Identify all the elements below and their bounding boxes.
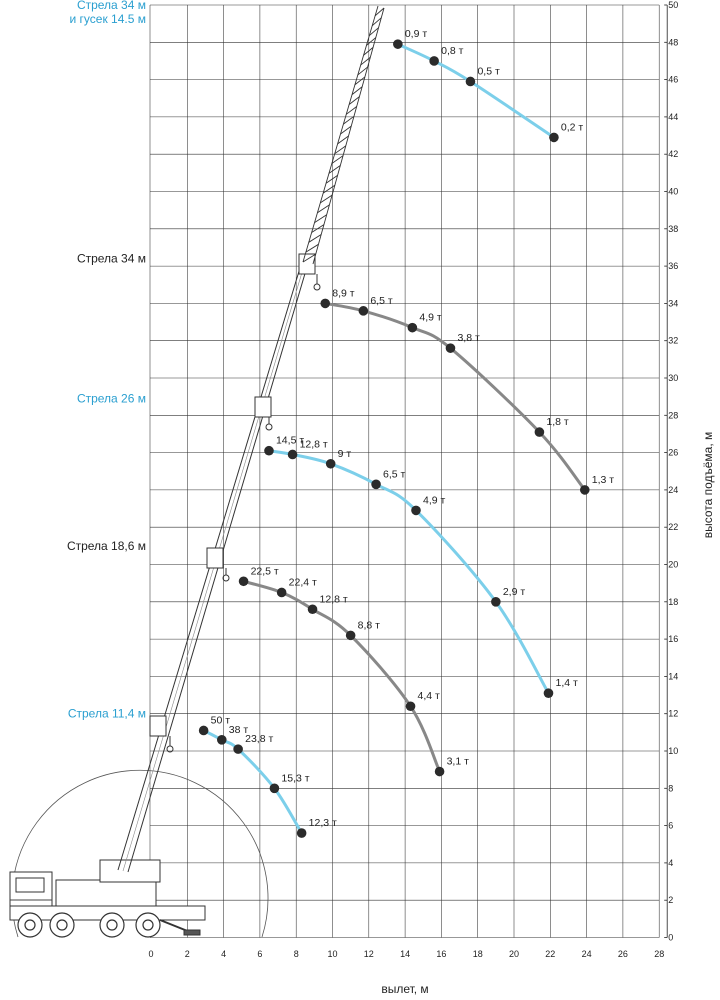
load-point-label: 0,9 т: [404, 28, 428, 41]
y-tick-label: 0: [668, 932, 674, 943]
load-point-label: 12,8 т: [319, 593, 348, 606]
load-point: [535, 427, 545, 437]
boom-labels: [67, 0, 146, 721]
load-point-label: 3,1 т: [446, 755, 469, 768]
crane-illustration: [10, 6, 384, 937]
y-tick-label: 18: [668, 596, 679, 607]
y-tick-label: 14: [668, 671, 679, 682]
load-point-label: 50 т: [210, 714, 231, 727]
x-tick-label: 20: [508, 949, 520, 959]
load-point: [580, 485, 590, 495]
x-tick-label: 10: [327, 949, 338, 959]
y-tick-label: 36: [668, 261, 679, 272]
y-tick-label: 6: [668, 820, 674, 831]
load-point-label: 4,9 т: [422, 494, 446, 507]
y-axis-title: высота подъёма, м: [701, 431, 715, 539]
load-point: [326, 459, 336, 469]
boom-label: Стрела 34 м: [76, 0, 146, 12]
load-point: [408, 323, 418, 333]
y-tick-label: 4: [668, 857, 674, 868]
load-point: [359, 306, 369, 316]
y-tick-label: 44: [668, 111, 679, 122]
x-tick-label: 14: [400, 949, 411, 959]
x-axis-title: вылет, м: [381, 982, 429, 996]
x-tick-label: 6: [257, 949, 263, 959]
load-point-label: 1,4 т: [555, 677, 578, 690]
boom-label: Стрела 34 м: [76, 251, 146, 266]
y-tick-label: 26: [668, 447, 679, 458]
load-point: [544, 688, 554, 698]
load-point: [264, 446, 274, 456]
load-point: [549, 133, 559, 143]
load-point: [411, 506, 421, 516]
lattice-jib: [303, 6, 384, 264]
load-point-label: 0,2 т: [560, 121, 584, 134]
load-point: [288, 450, 298, 460]
y-tick-label: 32: [668, 335, 679, 346]
y-tick-label: 28: [668, 410, 679, 421]
y-tick-label: 16: [668, 634, 679, 645]
load-point: [466, 77, 476, 87]
x-tick-label: 2: [184, 949, 190, 959]
y-tick-label: 22: [668, 522, 679, 533]
load-point-label: 1,8 т: [546, 416, 569, 429]
load-point-label: 0,8 т: [441, 44, 464, 57]
boom-label: Стрела 26 м: [76, 391, 146, 406]
x-tick-label: 12: [363, 949, 374, 959]
boom-label: и гусек 14.5 м: [69, 12, 146, 26]
y-tick-label: 2: [668, 895, 674, 906]
load-point: [217, 735, 227, 745]
y-tick-label: 20: [668, 559, 679, 570]
load-point-label: 14,5 т: [275, 434, 305, 447]
x-tick-label: 18: [472, 949, 483, 959]
y-tick-label: 40: [668, 186, 679, 197]
load-point-label: 8,8 т: [357, 619, 380, 632]
load-curves: [199, 28, 614, 838]
load-point-label: 22,4 т: [288, 576, 317, 589]
load-point-label: 4,4 т: [417, 690, 440, 703]
x-tick-label: 16: [436, 949, 447, 959]
load-point-label: 0,5 т: [477, 65, 500, 78]
load-point-label: 9 т: [337, 447, 352, 460]
load-point-label: 22,5 т: [250, 565, 279, 578]
load-point: [371, 480, 381, 490]
outrigger: [160, 920, 200, 935]
load-point-label: 6,5 т: [383, 468, 406, 481]
load-curve-line: [398, 44, 554, 137]
x-tick-label: 26: [617, 949, 628, 959]
crane-deck: [56, 880, 156, 906]
load-point-label: 8,9 т: [332, 287, 355, 300]
load-point: [491, 597, 501, 607]
load-point-label: 12,3 т: [308, 817, 337, 830]
load-point: [233, 744, 243, 754]
slewing-base: [100, 860, 160, 882]
load-point: [346, 631, 356, 641]
load-point: [239, 576, 249, 586]
y-tick-label: 34: [668, 298, 679, 309]
x-tick-label: 22: [545, 949, 556, 959]
x-tick-label: 28: [654, 949, 665, 959]
load-point-label: 6,5 т: [370, 294, 393, 307]
load-point: [446, 343, 456, 353]
load-point: [297, 828, 307, 838]
y-tick-label: 24: [668, 484, 679, 495]
load-point-label: 38 т: [228, 723, 249, 736]
load-curve-line: [325, 303, 585, 490]
load-point-label: 3,8 т: [457, 332, 480, 345]
load-curve-line: [269, 451, 549, 694]
x-tick-label: 24: [581, 949, 592, 959]
y-tick-label: 42: [668, 149, 679, 160]
boom-label: Стрела 11,4 м: [67, 706, 146, 721]
load-point: [406, 701, 416, 711]
x-tick-label: 0: [148, 949, 154, 959]
load-point: [199, 726, 209, 736]
y-tick-label: 38: [668, 223, 679, 234]
load-point-label: 15,3 т: [281, 772, 310, 785]
x-tick-label: 4: [221, 949, 227, 959]
y-tick-label: 12: [668, 708, 679, 719]
boom-label: Стрела 18,6 м: [66, 538, 146, 553]
load-point: [320, 299, 330, 309]
x-tick-label: 8: [293, 949, 299, 959]
y-tick-label: 48: [668, 37, 679, 48]
boom-heads: [150, 254, 315, 736]
y-tick-label: 50: [668, 0, 679, 10]
load-point: [393, 39, 403, 49]
load-point: [429, 56, 439, 66]
load-point-label: 2,9 т: [502, 585, 526, 598]
load-point: [270, 784, 280, 794]
y-tick-label: 8: [668, 783, 674, 794]
load-point: [277, 588, 287, 598]
load-point: [308, 604, 318, 614]
load-point: [435, 767, 445, 777]
load-point-label: 23,8 т: [245, 733, 274, 746]
load-point-label: 12,8 т: [299, 438, 328, 451]
y-tick-label: 10: [668, 746, 679, 756]
y-tick-label: 30: [668, 373, 679, 383]
load-point-label: 1,3 т: [591, 473, 615, 486]
hooks: [167, 274, 320, 752]
load-point-label: 4,9 т: [419, 311, 442, 324]
y-tick-label: 46: [668, 74, 679, 85]
